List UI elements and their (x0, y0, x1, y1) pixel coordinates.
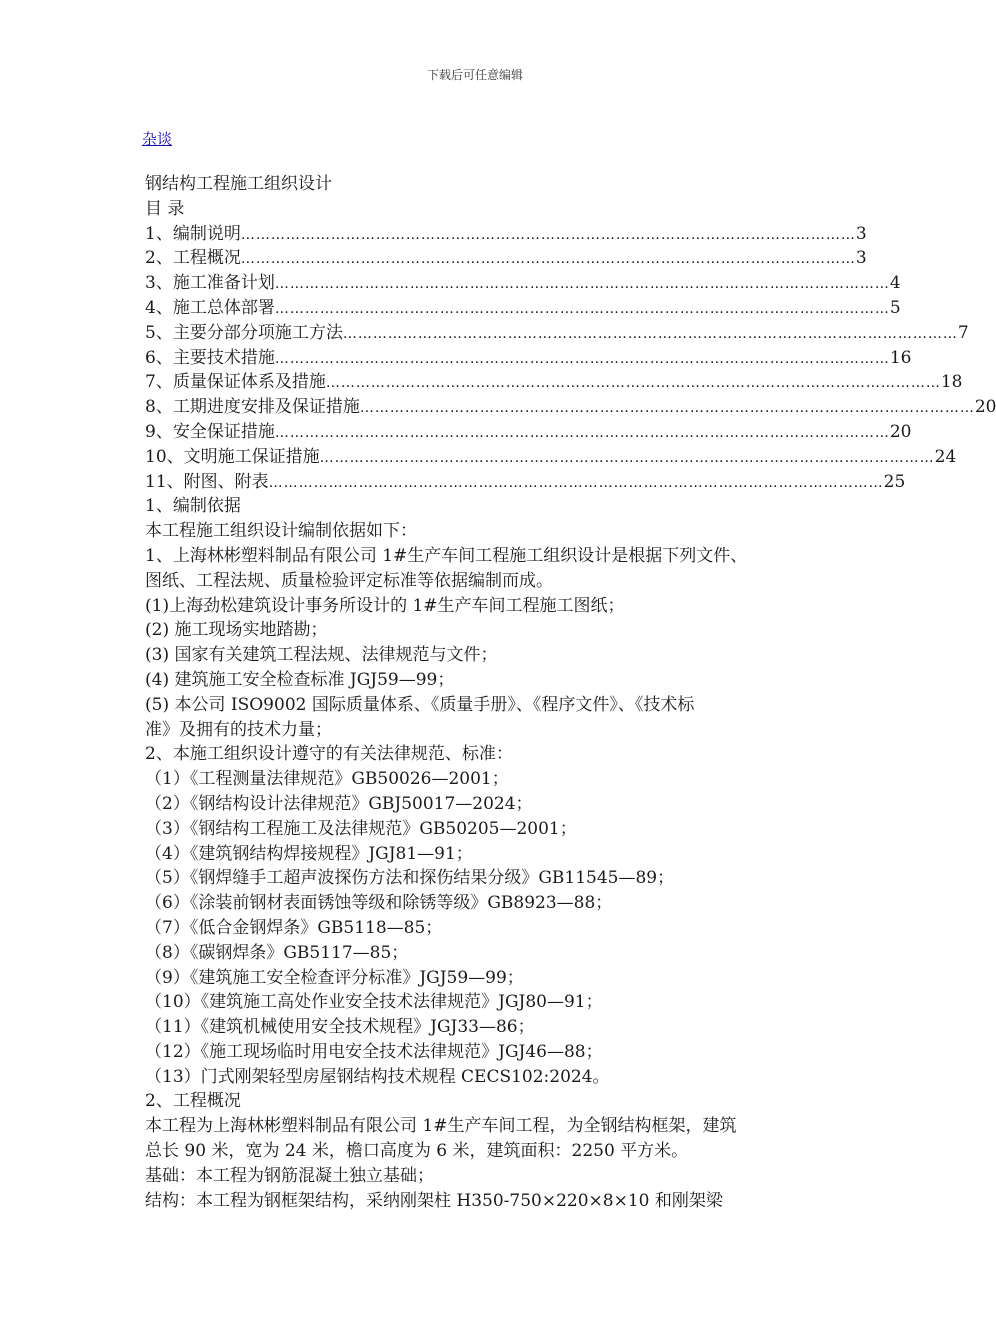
toc-page: 20 (889, 421, 912, 442)
toc-page: 7 (957, 322, 969, 343)
toc-leader: …………………………………………………………………………………………………………… (274, 350, 890, 367)
paragraph-line: 准》及拥有的技术力量； (145, 719, 332, 740)
toc-page: 20 (974, 397, 996, 418)
paragraph-line: 结构：本工程为钢框架结构，采纳刚架柱 H350-750×220×8×10 和刚架梁 (145, 1190, 723, 1211)
paragraph-line: 基础：本工程为钢筋混凝土独立基础； (145, 1165, 434, 1186)
toc-entry[interactable] (145, 246, 867, 271)
list-item: (5) 本公司 ISO9002 国际质量体系、《质量手册》、《程序文件》、《技术标 (145, 694, 695, 715)
toc-entry[interactable] (145, 271, 901, 296)
toc-entry[interactable] (145, 222, 867, 247)
page-header-note: 下载后可任意编辑 (426, 68, 523, 82)
toc-leader: …………………………………………………………………………………………………………… (274, 300, 890, 317)
toc-label: 11、附图、附表 (145, 471, 269, 492)
toc-page: 25 (883, 471, 906, 492)
toc-page: 24 (934, 446, 957, 467)
toc-entry[interactable] (145, 370, 963, 395)
toc-leader: …………………………………………………………………………………………………………… (342, 325, 958, 342)
category-link[interactable]: 杂谈 (142, 130, 173, 148)
toc-entry[interactable] (145, 395, 996, 420)
standard-item: （9）《建筑施工安全检查评分标准》JGJ59—99； (145, 967, 524, 988)
standard-item: （7）《低合金钢焊条》GB5118—85； (145, 917, 443, 938)
standard-item: （12）《施工现场临时用电安全技术法律规范》JGJ46—88； (145, 1041, 603, 1062)
paragraph-line: 2、本施工组织设计遵守的有关法律规范、标准： (145, 744, 513, 765)
toc-leader: …………………………………………………………………………………………………………… (319, 449, 935, 466)
section-heading: 2、工程概况 (145, 1091, 241, 1112)
toc-label: 1、编制说明 (145, 223, 241, 244)
list-item: (3) 国家有关建筑工程法规、法律规范与文件； (145, 645, 498, 666)
standard-item: （13）门式刚架轻型房屋钢结构技术规程 CECS102:2024。 (145, 1066, 610, 1087)
standard-item: （10）《建筑施工高处作业安全技术法律规范》JGJ80—91； (145, 992, 603, 1013)
paragraph-line: 图纸、工程法规、质量检验评定标准等依据编制而成。 (145, 570, 553, 591)
toc-leader: …………………………………………………………………………………………………………… (274, 424, 890, 441)
toc-leader: …………………………………………………………………………………………………………… (240, 226, 856, 243)
toc-entry[interactable] (145, 420, 912, 445)
standard-item: （11）《建筑机械使用安全技术规程》JGJ33—86； (145, 1017, 535, 1038)
toc-label: 6、主要技术措施 (145, 347, 275, 368)
toc-heading: 目 录 (145, 198, 185, 219)
standard-item: （4）《建筑钢结构焊接规程》JGJ81—91； (145, 843, 473, 864)
toc-entry[interactable] (145, 296, 901, 321)
toc-entry[interactable] (145, 346, 912, 371)
toc-label: 4、施工总体部署 (145, 297, 275, 318)
standard-item: （1）《工程测量法律规范》GB50026—2001； (145, 769, 509, 790)
section-heading: 1、编制依据 (145, 496, 241, 517)
paragraph-line: 本工程施工组织设计编制依据如下： (145, 521, 417, 542)
toc-leader: …………………………………………………………………………………………………………… (325, 375, 941, 392)
toc-leader: …………………………………………………………………………………………………………… (268, 474, 884, 491)
toc-page: 3 (855, 248, 867, 269)
toc-page: 5 (889, 297, 901, 318)
toc-leader: …………………………………………………………………………………………………………… (359, 400, 975, 417)
list-item: (1)上海劲松建筑设计事务所设计的 1#生产车间工程施工图纸； (145, 595, 625, 616)
toc-page: 18 (940, 372, 963, 393)
toc-leader: …………………………………………………………………………………………………………… (274, 276, 890, 293)
standard-item: （6）《涂装前钢材表面锈蚀等级和除锈等级》GB8923—88； (145, 893, 613, 914)
paragraph-line: 本工程为上海林彬塑料制品有限公司 1#生产车间工程，为全钢结构框架，建筑 (145, 1116, 737, 1137)
document-body (145, 172, 996, 1213)
document-title: 钢结构工程施工组织设计 (145, 174, 332, 194)
toc-page: 3 (855, 223, 867, 244)
toc-label: 9、安全保证措施 (145, 421, 275, 442)
toc-label: 7、质量保证体系及措施 (145, 372, 326, 393)
toc-label: 5、主要分部分项施工方法 (145, 322, 343, 343)
toc-entry[interactable] (145, 470, 906, 495)
standard-item: （8）《碳钢焊条》GB5117—85； (145, 942, 409, 963)
toc-label: 10、文明施工保证措施 (145, 446, 320, 467)
list-item: (4) 建筑施工安全检查标准 JGJ59—99； (145, 669, 455, 690)
table-of-contents (145, 222, 996, 495)
toc-leader: …………………………………………………………………………………………………………… (240, 251, 856, 268)
paragraph-line: 总长 90 米，宽为 24 米，檐口高度为 6 米，建筑面积：2250 平方米。 (145, 1141, 689, 1162)
paragraph-line: 1、上海林彬塑料制品有限公司 1#生产车间工程施工组织设计是根据下列文件、 (145, 545, 748, 566)
toc-entry[interactable] (145, 445, 957, 470)
standard-item: （2）《钢结构设计法律规范》GBJ50017—2024； (145, 793, 533, 814)
standard-item: （3）《钢结构工程施工及法律规范》GB50205—2001； (145, 818, 577, 839)
toc-label: 2、工程概况 (145, 248, 241, 269)
toc-label: 8、工期进度安排及保证措施 (145, 397, 360, 418)
toc-label: 3、施工准备计划 (145, 273, 275, 294)
toc-page: 4 (889, 273, 901, 294)
toc-page: 16 (889, 347, 912, 368)
list-item: (2) 施工现场实地踏勘； (145, 620, 328, 641)
standard-item: （5）《钢焊缝手工超声波探伤方法和探伤结果分级》GB11545—89； (145, 868, 675, 889)
toc-entry[interactable] (145, 321, 969, 346)
